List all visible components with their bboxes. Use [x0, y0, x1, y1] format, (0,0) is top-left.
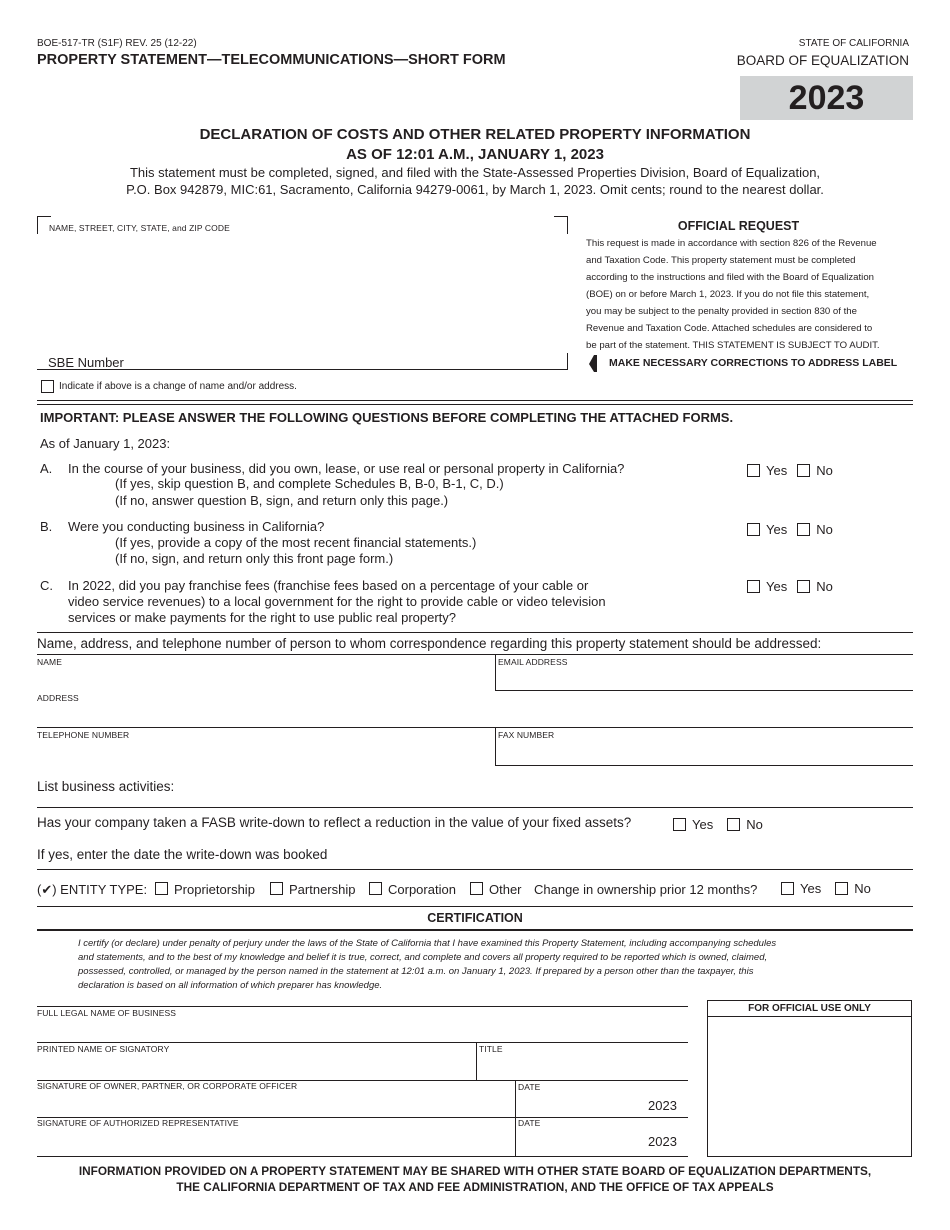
divider [37, 869, 913, 870]
address-label-box[interactable] [37, 216, 567, 370]
date-label-2: DATE [518, 1118, 541, 1128]
question-a-text: In the course of your business, did you own, lease, or use real or personal property in California? [68, 461, 625, 476]
no-label: No [746, 817, 763, 832]
full-legal-name-label: FULL LEGAL NAME OF BUSINESS [37, 1008, 177, 1018]
question-c-yes-checkbox[interactable] [747, 580, 760, 593]
contact-email-field[interactable] [498, 668, 912, 690]
change-ownership-no-checkbox[interactable] [835, 882, 848, 895]
divider [495, 727, 496, 765]
state-label: STATE OF CALIFORNIA [798, 38, 909, 49]
divider [37, 1006, 688, 1007]
official-request-line: This request is made in accordance with section 826 of the Revenue [586, 238, 877, 249]
official-use-title: FOR OFFICIAL USE ONLY [708, 1001, 911, 1017]
entity-partnership-checkbox[interactable] [270, 882, 283, 895]
agency-label: BOARD OF EQUALIZATION [736, 53, 909, 68]
official-request-line: be part of the statement. THIS STATEMENT IS SUBJECT TO AUDIT. [586, 340, 880, 351]
question-b-yes-checkbox[interactable] [747, 523, 760, 536]
corrections-note: MAKE NECESSARY CORRECTIONS TO ADDRESS LABEL [609, 357, 898, 369]
fasb-date-label: If yes, enter the date the write-down was booked [37, 847, 328, 862]
contact-telephone-label: TELEPHONE NUMBER [37, 730, 130, 740]
official-request-title: OFFICIAL REQUEST [677, 219, 800, 233]
certification-line: possessed, controlled, or managed by the person named in the statement at 12:01 a.m. on January 1, 2023. If prepared by a person other than the taxpayer, this [78, 966, 754, 977]
question-a-letter: A. [40, 461, 53, 476]
divider [37, 400, 913, 401]
question-b-sub1: (If yes, provide a copy of the most recent financial statements.) [115, 535, 477, 550]
contact-email-label: EMAIL ADDRESS [498, 657, 568, 667]
change-ownership-answer [781, 881, 871, 896]
yes-label: Yes [766, 522, 788, 537]
certification-line: I certify (or declare) under penalty of perjury under the laws of the State of California that I have examined this Property Statement, including accompanying schedules [78, 938, 777, 949]
entity-corporation-label: Corporation [388, 882, 456, 897]
no-label: No [816, 522, 833, 537]
yes-label: Yes [766, 579, 788, 594]
divider [37, 906, 913, 907]
divider [37, 1156, 688, 1157]
official-use-box [707, 1000, 912, 1157]
divider [37, 929, 913, 931]
fasb-answer [673, 817, 763, 832]
signature-rep-field[interactable] [37, 1129, 513, 1155]
certification-line: and statements, and to the best of my knowledge and belief it is true, correct, and complete and covers all property required to be reported which is owned, claimed, [78, 952, 768, 963]
business-activities-field[interactable] [200, 774, 912, 804]
question-b-no-checkbox[interactable] [797, 523, 810, 536]
certification-statement [78, 937, 912, 993]
address-label-caption: NAME, STREET, CITY, STATE, and ZIP CODE [49, 223, 230, 233]
official-request-line: (BOE) on or before March 1, 2023. If you do not file this statement, [586, 289, 870, 300]
divider [495, 654, 496, 690]
yes-label: Yes [692, 817, 714, 832]
entity-other-checkbox[interactable] [470, 882, 483, 895]
address-change-label: Indicate if above is a change of name and/or address. [59, 381, 297, 392]
no-label: No [816, 579, 833, 594]
form-title: PROPERTY STATEMENT—TELECOMMUNICATIONS—SHORT FORM [37, 52, 506, 68]
official-request-text [586, 235, 912, 354]
as-of-date: As of January 1, 2023: [40, 436, 171, 451]
divider [37, 807, 913, 808]
divider [37, 404, 913, 405]
entity-type-label: (✔) ENTITY TYPE: [37, 882, 148, 897]
contact-intro: Name, address, and telephone number of person to whom correspondence regarding this property statement should be addressed: [37, 636, 822, 651]
divider [515, 1080, 516, 1156]
official-request-line: you may be subject to the penalty provided in section 830 of the [586, 306, 857, 317]
arrow-left-icon [588, 355, 598, 372]
question-b-sub2: (If no, sign, and return only this front page form.) [115, 551, 394, 566]
question-b-text: Were you conducting business in California? [68, 519, 325, 534]
certification-line: declaration is based on all information of which preparer has knowledge. [78, 980, 383, 991]
printed-name-field[interactable] [37, 1055, 474, 1079]
contact-address-label: ADDRESS [37, 693, 79, 703]
fasb-date-field[interactable] [350, 842, 910, 866]
signature-rep-label: SIGNATURE OF AUTHORIZED REPRESENTATIVE [37, 1118, 239, 1128]
question-a-yes-checkbox[interactable] [747, 464, 760, 477]
contact-name-field[interactable] [37, 668, 493, 690]
sbe-number-label: SBE Number [48, 355, 124, 370]
contact-name-label: NAME [37, 657, 62, 667]
question-c-no-checkbox[interactable] [797, 580, 810, 593]
question-c-letter: C. [40, 578, 53, 593]
question-a-no-checkbox[interactable] [797, 464, 810, 477]
question-c-answer [747, 579, 833, 594]
divider [37, 727, 913, 728]
divider [37, 632, 913, 633]
declaration-instruction-2: P.O. Box 942879, MIC:61, Sacramento, California 94279-0061, by March 1, 2023. Omit cents; round to the nearest dollar. [126, 182, 824, 197]
official-request-line: and Taxation Code. This property statement must be completed [586, 255, 856, 266]
yes-label: Yes [766, 463, 788, 478]
entity-other-label: Other [489, 882, 522, 897]
divider [37, 654, 913, 655]
contact-fax-field[interactable] [498, 741, 912, 764]
entity-partnership-label: Partnership [289, 882, 356, 897]
question-c-text-2: video service revenues) to a local government for the right to provide cable or video television [68, 594, 606, 609]
signature-owner-label: SIGNATURE OF OWNER, PARTNER, OR CORPORATE OFFICER [37, 1081, 298, 1091]
question-a-answer [747, 463, 833, 478]
question-a-sub1: (If yes, skip question B, and complete Schedules B, B-0, B-1, C, D.) [115, 476, 504, 491]
address-change-checkbox[interactable] [41, 380, 54, 393]
date-year-1: 2023 [648, 1098, 677, 1113]
divider [476, 1042, 477, 1080]
form-number: BOE-517-TR (S1F) REV. 25 (12-22) [37, 38, 197, 49]
business-activities-label: List business activities: [37, 779, 175, 794]
contact-address-field[interactable] [37, 704, 913, 726]
entity-proprietorship-label: Proprietorship [174, 882, 255, 897]
full-legal-name-field[interactable] [37, 1019, 687, 1041]
change-ownership-label: Change in ownership prior 12 months? [534, 882, 758, 897]
divider [495, 690, 913, 691]
no-label: No [854, 881, 871, 896]
fasb-yes-checkbox[interactable] [673, 818, 686, 831]
printed-name-label: PRINTED NAME OF SIGNATORY [37, 1044, 170, 1054]
declaration-instruction-1: This statement must be completed, signed, and filed with the State-Assessed Properties Division, Board of Equalization, [129, 165, 821, 180]
question-c-text-3: services or make payments for the right to use public real property? [68, 610, 457, 625]
certification-title: CERTIFICATION [427, 911, 523, 925]
fasb-no-checkbox[interactable] [727, 818, 740, 831]
form-year: 2023 [788, 79, 865, 117]
divider [495, 765, 913, 766]
contact-fax-label: FAX NUMBER [498, 730, 555, 740]
declaration-title-1: DECLARATION OF COSTS AND OTHER RELATED PROPERTY INFORMATION [199, 126, 751, 143]
divider [37, 1042, 688, 1043]
change-ownership-yes-checkbox[interactable] [781, 882, 794, 895]
entity-corporation-checkbox[interactable] [369, 882, 382, 895]
title-label: TITLE [479, 1044, 503, 1054]
official-request-line: according to the instructions and filed with the Board of Equalization [586, 272, 874, 283]
question-c-text-1: In 2022, did you pay franchise fees (franchise fees based on a percentage of your cable or [68, 578, 589, 593]
entity-proprietorship-checkbox[interactable] [155, 882, 168, 895]
official-request-line: Revenue and Taxation Code. Attached schedules are considered to [586, 323, 873, 334]
question-b-answer [747, 522, 833, 537]
date-label-1: DATE [518, 1082, 541, 1092]
footer-line-1: INFORMATION PROVIDED ON A PROPERTY STATEMENT MAY BE SHARED WITH OTHER STATE BOARD OF EQUALIZATION DEPARTMENTS, [78, 1164, 872, 1178]
important-notice: IMPORTANT: PLEASE ANSWER THE FOLLOWING QUESTIONS BEFORE COMPLETING THE ATTACHED FORMS. [40, 410, 734, 425]
question-a-sub2: (If no, answer question B, sign, and return only this page.) [115, 493, 449, 508]
title-field[interactable] [479, 1055, 687, 1079]
contact-telephone-field[interactable] [37, 741, 493, 764]
signature-owner-field[interactable] [37, 1092, 513, 1116]
footer-line-2: THE CALIFORNIA DEPARTMENT OF TAX AND FEE ADMINISTRATION, AND THE OFFICE OF TAX APPEALS [176, 1180, 774, 1194]
declaration-title-2: AS OF 12:01 A.M., JANUARY 1, 2023 [346, 146, 604, 163]
yes-label: Yes [800, 881, 822, 896]
date-year-2: 2023 [648, 1134, 677, 1149]
no-label: No [816, 463, 833, 478]
question-b-letter: B. [40, 519, 53, 534]
fasb-question: Has your company taken a FASB write-down to reflect a reduction in the value of your fixed assets? [37, 815, 632, 830]
